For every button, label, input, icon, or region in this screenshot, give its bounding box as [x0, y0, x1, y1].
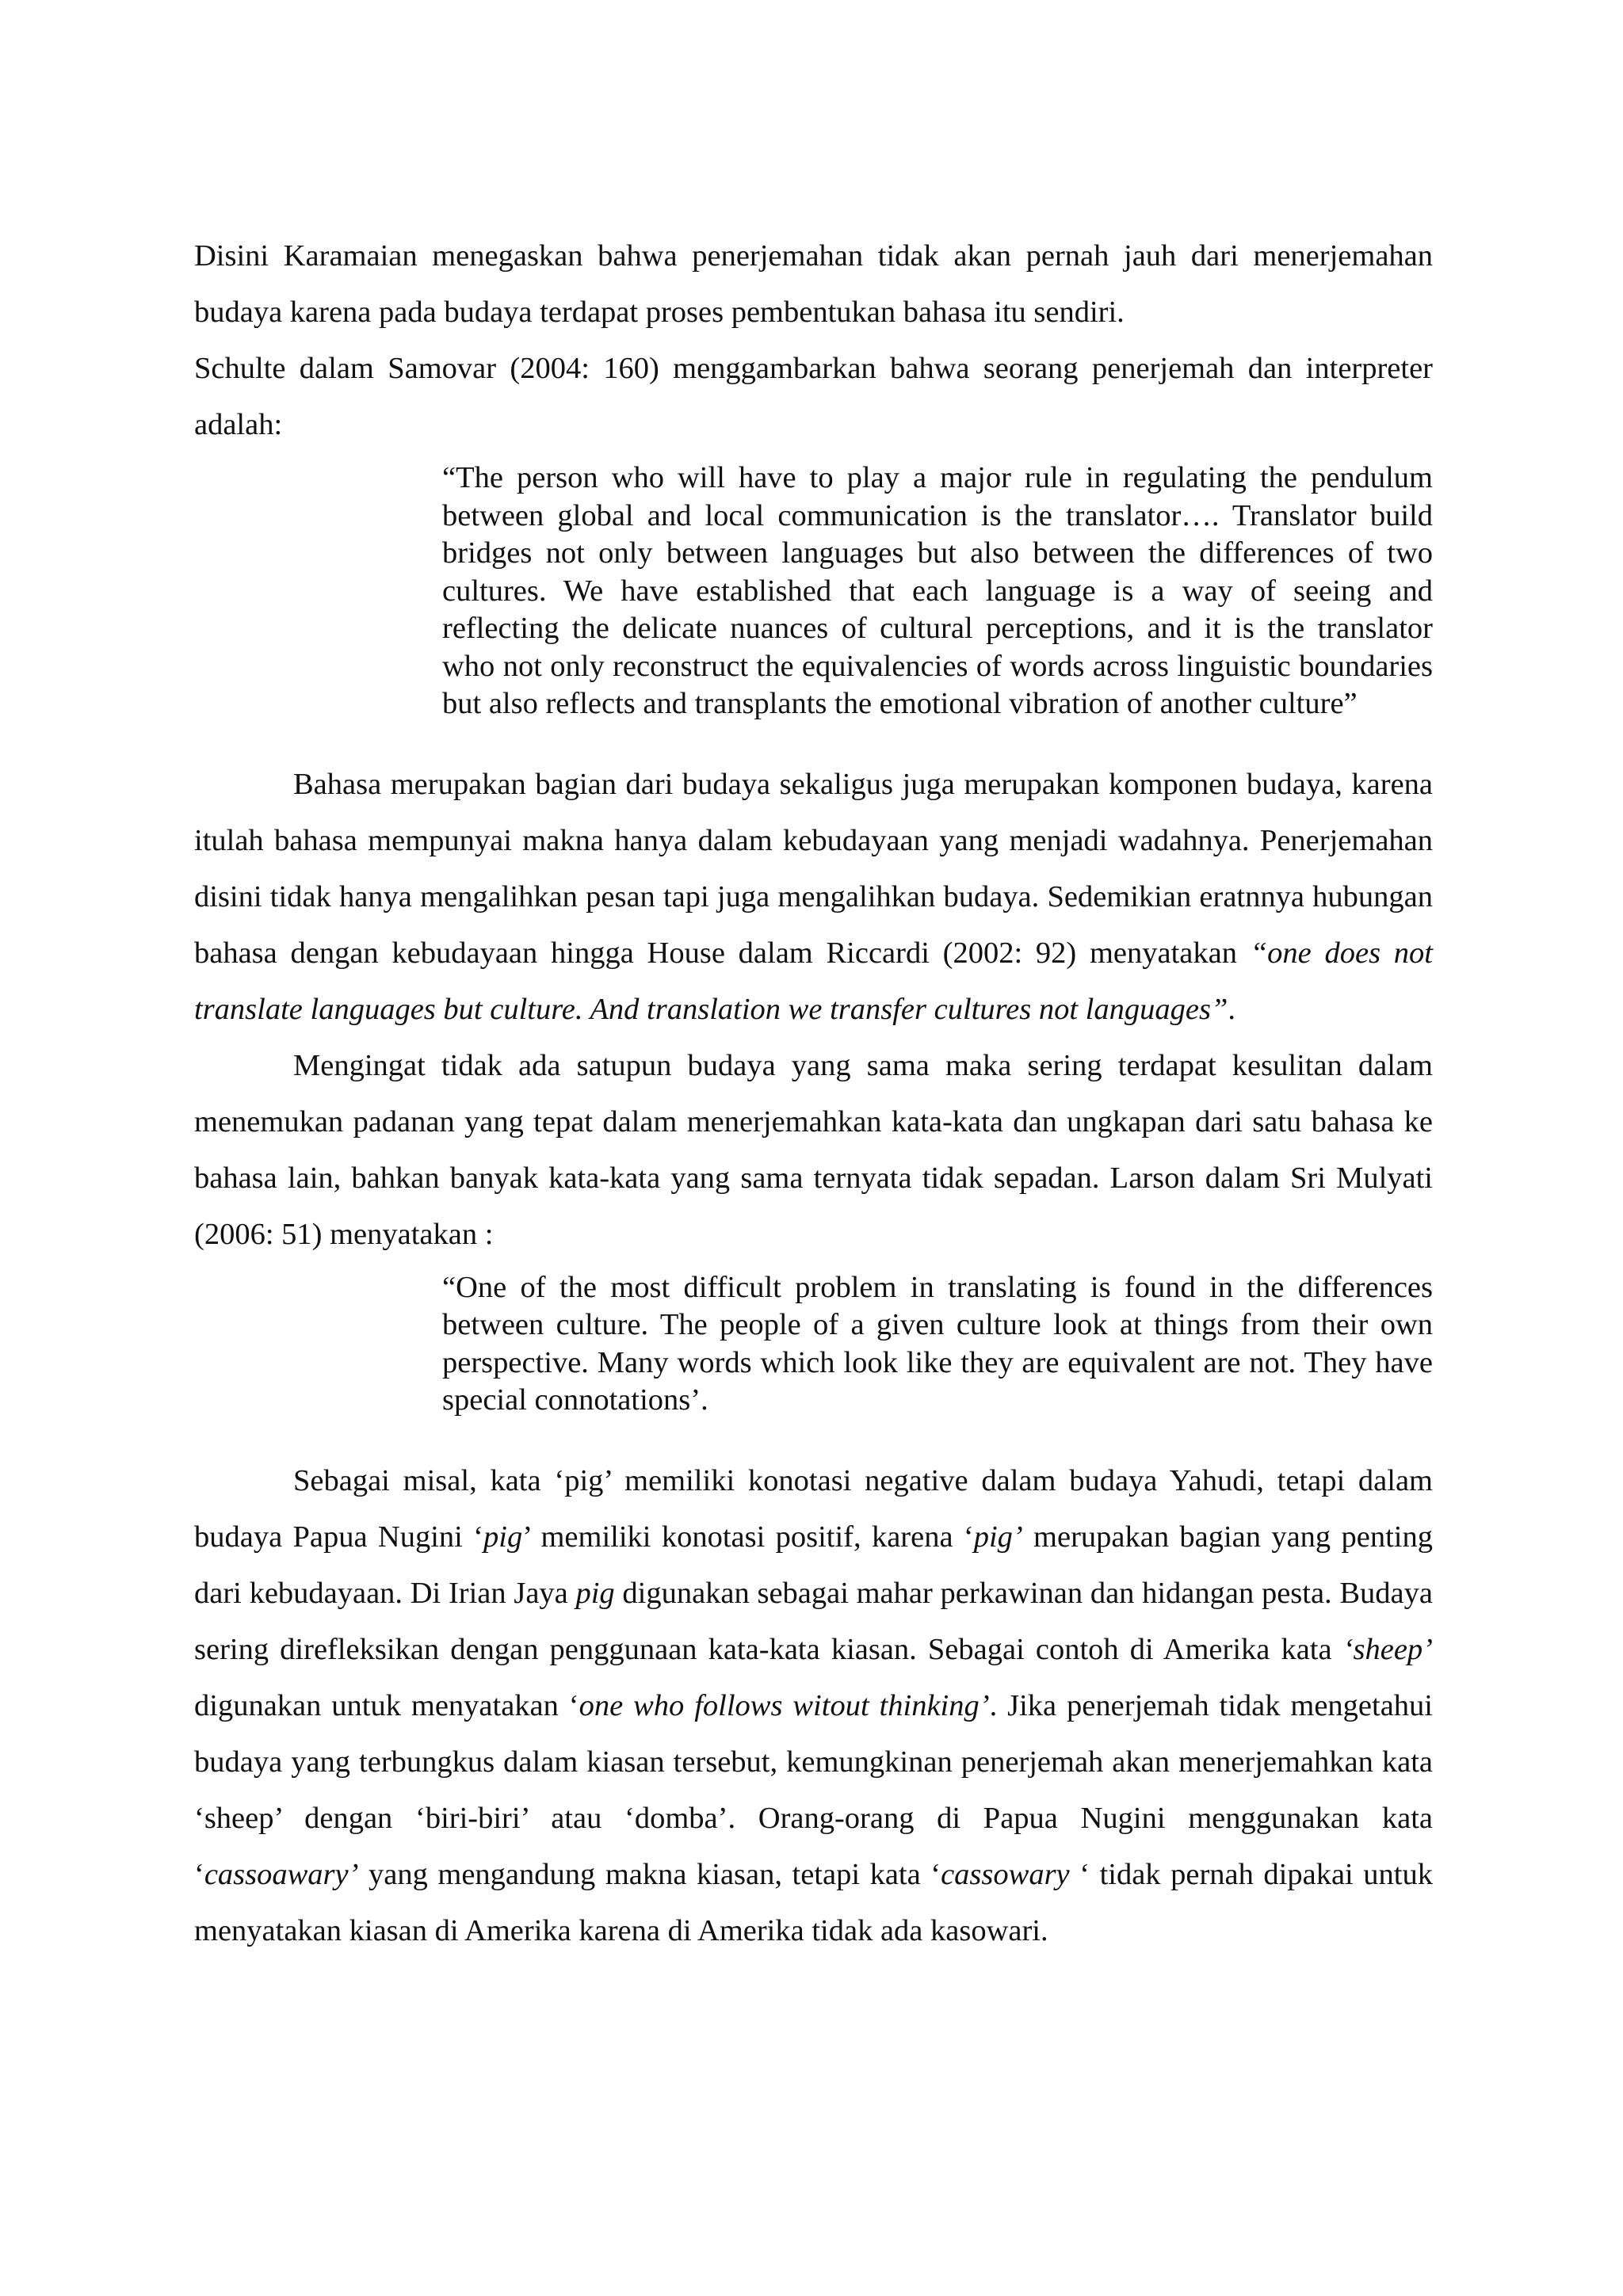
paragraph-mengingat: Mengingat tidak ada satupun budaya yang sama maka sering terdapat kesulitan dalam menemukan padanan yang tepat dalam menerjemahkan kata-kata dan ungkapan dari satu bahasa ke bahasa lain, bahkan banyak kata-kata yang sama ternyata tidak sepadan. Larson dalam Sri Mulyati (2006: 51) menyatakan :: [194, 1048, 1433, 1251]
text-segment: digunakan untuk menyatakan ‘: [194, 1688, 579, 1722]
paragraph-intro: [194, 228, 1433, 453]
paragraph-sebagai-misal: [194, 1453, 1433, 1959]
text-segment: digunakan sebagai mahar perkawinan dan hidangan pesta. Budaya sering direfleksikan dengan penggunaan kata-kata kiasan. Sebagai contoh di Amerika kata: [194, 1576, 1433, 1666]
text-segment: ‘ tidak pernah dipakai untuk menyatakan kiasan di Amerika karena di Amerika tidak ada kasowari.: [194, 1857, 1433, 1947]
italic-term: pig: [483, 1520, 523, 1554]
block-quote-schulte: “The person who will have to play a major rule in regulating the pendulum between global and local communication is the translator…. Translator build bridges not only between languages but also between the differences of two cultures. We have established that each language is a way of seeing and reflecting the delicate nuances of cultural perceptions, and it is the translator who not only reconstruct the equivalencies of words across linguistic boundaries but also reflects and transplants the emotional vibration of another culture”: [442, 461, 1433, 720]
text-segment: ’ memiliki konotasi positif, karena ‘: [522, 1520, 974, 1554]
italic-term: cassoawary’: [204, 1857, 359, 1891]
italic-term: cassowary: [941, 1857, 1070, 1891]
text-segment: Sebagai misal, kata ‘pig’ memiliki konotasi negative dalam budaya Yahudi, tetapi dalam budaya Papua Nugini ‘: [194, 1463, 1433, 1554]
paragraph-bahasa-budaya: [194, 757, 1433, 1038]
paragraph-bahasa-budaya-italic-quote: “one does not translate languages but culture. And translation we transfer cultures not languages”: [194, 936, 1433, 1026]
italic-term: one who follows witout thinking’: [579, 1688, 990, 1722]
block-quote-larson: “One of the most difficult problem in translating is found in the differences between culture. The people of a given culture look at things from their own perspective. Many words which look like they are equivalent are not. They have special connotations’.: [442, 1270, 1433, 1417]
text-segment: yang mengandung makna kiasan, tetapi kata ‘: [358, 1857, 941, 1891]
paragraph-bahasa-budaya-text: Bahasa merupakan bagian dari budaya sekaligus juga merupakan komponen budaya, karena itulah bahasa mempunyai makna hanya dalam kebudayaan yang menjadi wadahnya. Penerjemahan disini tidak hanya mengalihkan pesan tapi juga mengalihkan budaya. Sedemikian eratnnya hubungan bahasa dengan kebudayaan hingga House dalam Riccardi (2002: 92) menyatakan: [194, 767, 1433, 970]
paragraph-intro-sentence-1: Disini Karamaian menegaskan bahwa penerjemahan tidak akan pernah jauh dari menerjemahan budaya karena pada budaya terdapat proses pembentukan bahasa itu sendiri.: [194, 239, 1433, 329]
text-segment: merupakan bagian yang penting dari kebudayaan. Di Irian Jaya: [194, 1520, 1433, 1610]
italic-term: ‘sheep’: [1342, 1632, 1433, 1666]
text-segment: . Jika penerjemah tidak mengetahui budaya yang terbungkus dalam kiasan tersebut, kemungkinan penerjemah akan menerjemahkan kata ‘sheep’ dengan ‘biri-biri’ atau ‘domba’. Orang-orang di Papua Nugini menggunakan kata ‘: [194, 1688, 1433, 1891]
paragraph-bahasa-budaya-end: .: [1228, 992, 1235, 1026]
document-page: [194, 228, 1433, 1959]
italic-term: pig: [575, 1576, 615, 1610]
paragraph-intro-sentence-2: Schulte dalam Samovar (2004: 160) menggambarkan bahwa seorang penerjemah dan interpreter adalah:: [194, 352, 1433, 441]
italic-term: pig’: [973, 1520, 1023, 1554]
